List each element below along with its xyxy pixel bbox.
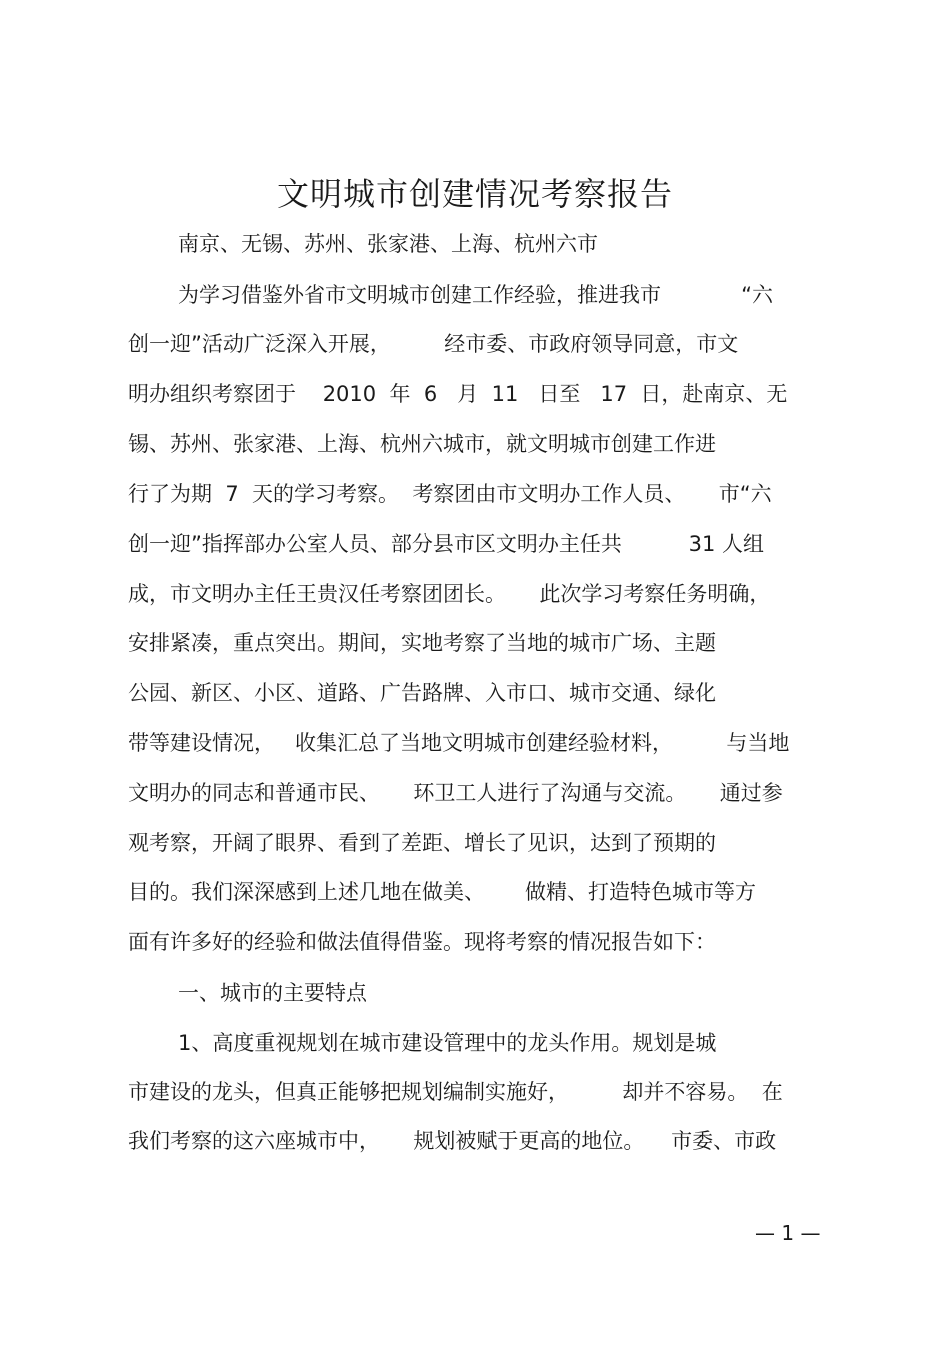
paragraph-line: 公园、新区、小区、道路、广告路牌、入市口、城市交通、绿化 [128,681,716,705]
paragraph-line: 带等建设情况， 收集汇总了当地文明城市创建经验材料， 与当地 [128,731,790,755]
paragraph-line: 创一迎”活动广泛深入开展， 经市委、市政府领导同意，市文 [128,332,739,356]
paragraph-line: 为学习借鉴外省市文明城市创建工作经验，推进我市 “六 [178,283,773,307]
section-heading: 一、城市的主要特点 [178,981,367,1005]
paragraph-line: 文明办的同志和普通市民、 环卫工人进行了沟通与交流。 通过参 [128,781,783,805]
paragraph-line: 面有许多好的经验和做法值得借鉴。现将考察的情况报告如下： [128,930,716,954]
paragraph-line: 1、高度重视规划在城市建设管理中的龙头作用。规划是城 [178,1031,717,1055]
paragraph-line: 观考察，开阔了眼界、看到了差距、增长了见识，达到了预期的 [128,831,716,855]
paragraph-line: 锡、苏州、张家港、上海、杭州六城市，就文明城市创建工作进 [128,432,716,456]
paragraph-line: 行了为期 7 天的学习考察。 考察团由市文明办工作人员、 市“六 [128,482,772,506]
page-number: — 1 — [755,1221,821,1245]
subtitle-line: 南京、无锡、苏州、张家港、上海、杭州六市 [178,232,598,256]
paragraph-line: 明办组织考察团于 2010 年 6 月 11 日至 17 日，赴南京、无 [128,382,788,406]
paragraph-line: 安排紧凑，重点突出。期间，实地考察了当地的城市广场、主题 [128,631,716,655]
paragraph-line: 我们考察的这六座城市中， 规划被赋于更高的地位。 市委、市政 [128,1129,777,1153]
paragraph-line: 创一迎”指挥部办公室人员、部分县市区文明办主任共 31 人组 [128,532,765,556]
paragraph-line: 成，市文明办主任王贵汉任考察团团长。 此次学习考察任务明确， [128,582,771,606]
paragraph-line: 市建设的龙头，但真正能够把规划编制实施好， 却并不容易。 在 [128,1080,783,1104]
document-title: 文明城市创建情况考察报告 [276,175,673,213]
paragraph-line: 目的。我们深深感到上述几地在做美、 做精、打造特色城市等方 [128,880,757,904]
